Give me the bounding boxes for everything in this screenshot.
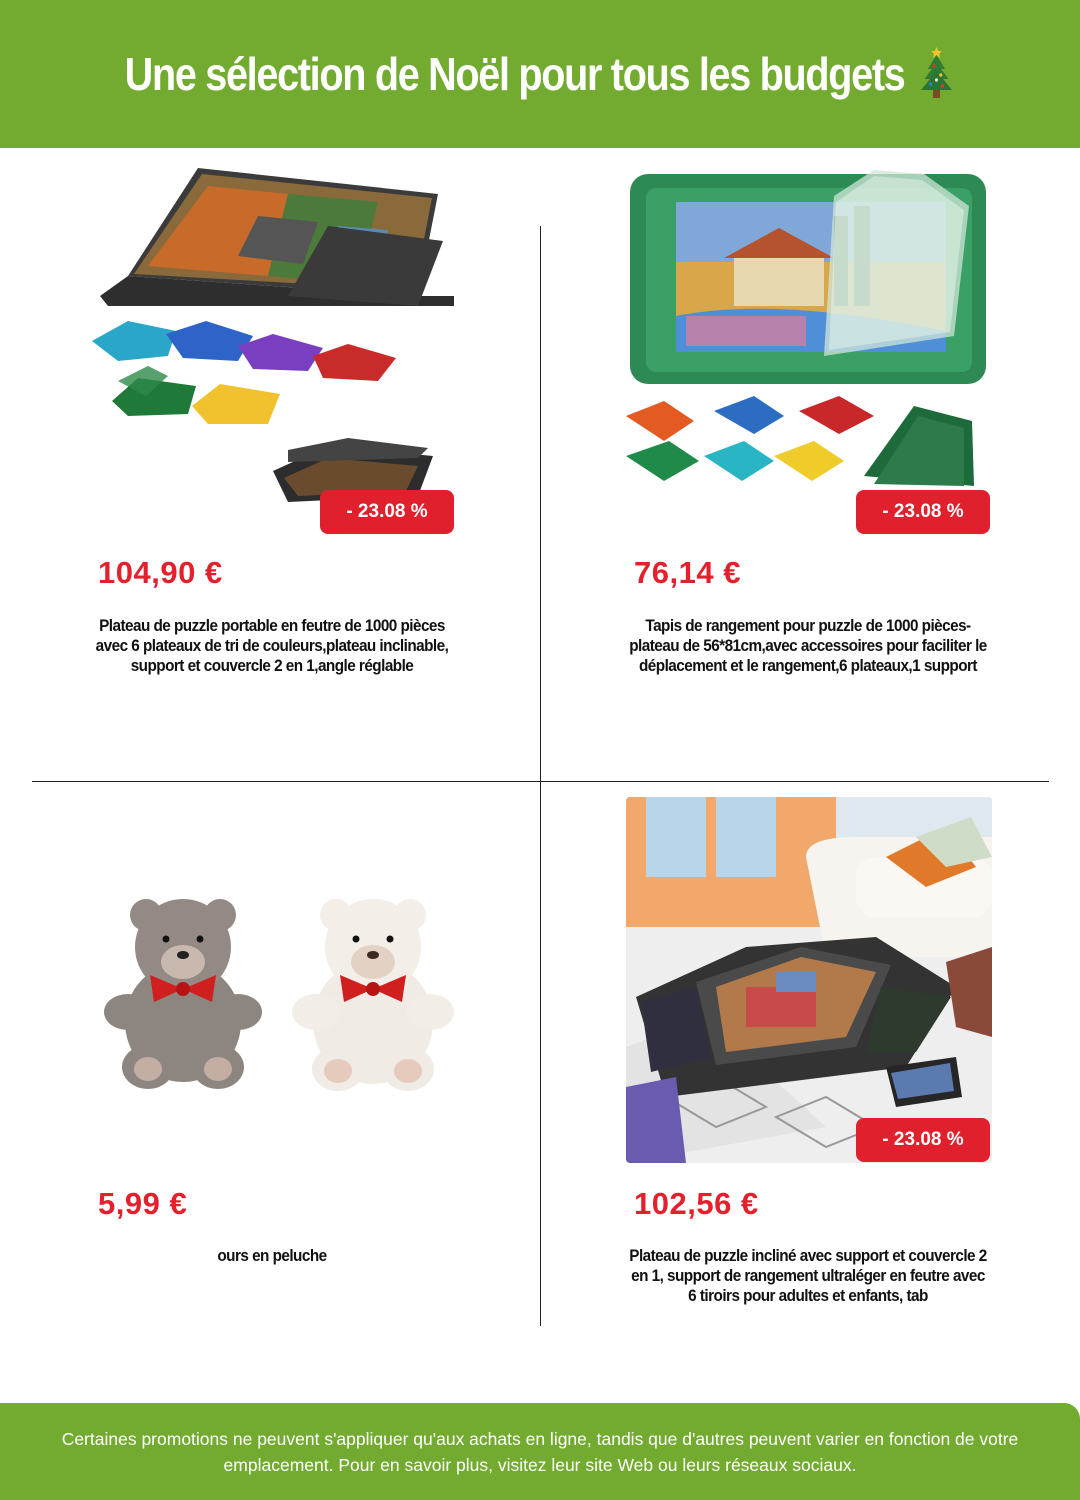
product-card[interactable] [540,782,1080,1412]
product-price: 76,14 € [634,555,741,590]
product-image[interactable] [88,797,454,1163]
product-price: 104,90 € [98,555,223,590]
product-image[interactable] [626,797,992,1163]
puzzle-mat-illustration [624,166,990,532]
product-description[interactable]: Plateau de puzzle incliné avec support et couvercle 2 en 1, support de rangement ultraléger en feutre avec 6 tiroirs pour adultes et enfants, tab [629,1246,987,1305]
product-card[interactable] [0,782,540,1412]
product-description[interactable]: Plateau de puzzle portable en feutre de 1000 pièces avec 6 plateaux de tri de couleurs,plateau inclinable, support et couvercle 2 en 1,angle réglable [95,616,449,675]
product-price: 5,99 € [98,1186,188,1221]
header-title-wrap [124,45,955,103]
discount-badge: - 23.08 % [856,490,990,534]
page-title: Une sélection de Noël pour tous les budgets [124,48,905,100]
inclined-puzzle-board-illustration [626,797,992,1163]
product-description[interactable]: ours en peluche [217,1246,327,1265]
product-description[interactable]: Tapis de rangement pour puzzle de 1000 pièces-plateau de 56*81cm,avec accessoires pour faciliter le déplacement et le rangement,6 plateaux,1 support [629,616,987,675]
product-card[interactable] [0,148,540,778]
product-image[interactable] [88,166,454,532]
product-card[interactable] [540,148,1080,778]
puzzle-board-illustration [88,166,454,532]
product-price: 102,56 € [634,1186,759,1221]
teddy-bears-illustration [88,797,454,1163]
header-banner [0,0,1080,148]
product-image[interactable] [624,166,990,532]
christmas-tree-icon [916,45,956,103]
discount-badge: - 23.08 % [856,1118,990,1162]
footer-banner [0,1403,1080,1500]
discount-badge: - 23.08 % [320,490,454,534]
footer-disclaimer: Certaines promotions ne peuvent s'appliquer qu'aux achats en ligne, tandis que d'autres peuvent varier en fonction de votre emplacement. Pour en savoir plus, visitez leur site Web ou leurs réseaux sociaux. [61,1428,1019,1475]
